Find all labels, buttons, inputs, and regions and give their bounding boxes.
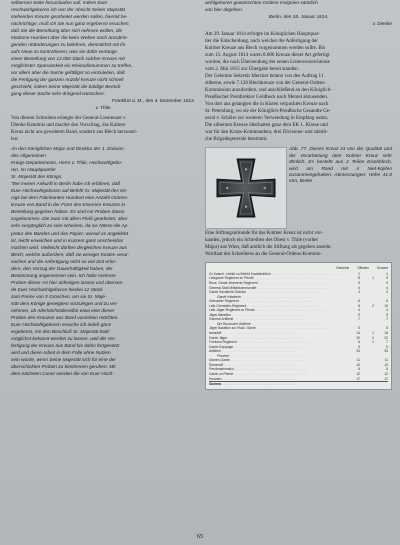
row-value: 6 xyxy=(386,299,388,304)
row-value: 9 xyxy=(358,312,360,317)
row-value: 14 xyxy=(356,331,360,336)
text-line: geschieht, indem Seine Majestät die baldige Beendi- xyxy=(11,85,122,91)
text-line: Der Geheime Sekretär Mercker belann von den Auftrag 11 xyxy=(205,73,324,80)
row-label: Garde zu Pferde . . . xyxy=(209,372,346,377)
text-line: fertigung der Kreuze aus Band bis dahin fortgesetzt xyxy=(11,343,120,349)
text-line: Von dort aus gelangten die in Kisten verpackten Kreuze nach xyxy=(205,101,329,108)
left-letter-head xyxy=(11,146,195,181)
right-body-text-2 xyxy=(205,230,392,258)
row-value: 1 xyxy=(358,271,360,276)
text-line: vom 2. Mai 1815 zur Übergabe bereit standen. xyxy=(205,66,299,73)
text-line: kreuze von Band in der Form des Eisernen Kreuzes in xyxy=(11,203,126,209)
row-value: 10 xyxy=(356,362,360,367)
row-value: 12 xyxy=(356,371,360,376)
figure-77 xyxy=(205,145,392,230)
row-label: General-Stab Militairkommandirt . . . xyxy=(209,286,346,291)
text-line: aufs Neue zu kontrahieren, was sie dafür verlange xyxy=(11,50,117,56)
row-label: Garde Kavallerie-Division . . . xyxy=(209,290,346,295)
row-value: 10 xyxy=(384,303,388,308)
row-label: Leib-Grenadier-Regiment . . . xyxy=(209,304,346,309)
column-header: Offiziere xyxy=(357,266,370,271)
text-line: daß Sie die Bemühung über sich nehmen wollen, die xyxy=(11,29,123,35)
text-line: ergebenst, mir den Beschluß Sr. Majestät bald- xyxy=(11,329,111,335)
column-header: Summe xyxy=(377,266,388,271)
row-value: 17 xyxy=(356,376,360,381)
row-value: 5 xyxy=(358,344,360,349)
left-column xyxy=(11,0,195,378)
text-line: Euer Hochwohlgeboren auf Befehl Sr. Majestät des Kö- xyxy=(11,189,128,195)
row-value: 5 xyxy=(358,281,360,286)
row-value: 11 xyxy=(384,358,388,363)
row-value: 9 xyxy=(386,276,388,281)
row-value: 8 xyxy=(358,303,360,308)
text-line: des Allgemeinen xyxy=(11,154,46,160)
row-value: 17 xyxy=(384,376,388,381)
row-value: 8 xyxy=(358,367,360,372)
row-label: Garde Infanterie . . . xyxy=(209,295,346,300)
text-line: Am 29. Januar 1814 erfolgte im Königlichen Hauptquar- xyxy=(205,31,320,38)
left-letter-text xyxy=(11,181,195,377)
text-line: Kriegs-Departements, Herrn v. Thile, Hochwohlgebo- xyxy=(11,161,123,167)
text-line: Sr. Majestät des Königs. xyxy=(11,175,63,181)
row-label: Jäger-Bataillon . . . xyxy=(209,313,346,318)
row-value: 1 xyxy=(372,340,374,345)
row-label: Leibgarde Regiment zu Pferde . . . xyxy=(209,276,346,281)
text-line: selbernen Seite herumlaufen soll. Indem Euer xyxy=(11,1,108,6)
row-label: Russ. Garde-Infanterie-Regiment . . . xyxy=(209,281,346,286)
row-value: 8 xyxy=(386,367,388,372)
text-line: pretur des Bandes und das Papier, worauf es angeklebt xyxy=(11,231,128,237)
row-value: 20 xyxy=(356,335,360,340)
row-label: General Artillerie . . . xyxy=(209,317,346,322)
right-top-quote xyxy=(205,0,392,14)
figure-caption: Abb. 77. Dieses Kreuz ist von der Qualität und der Verarbeitung dem Kulmer Kreuz sehr ähnlich. Es besteht aus 2 Teilen Eisenblech, wird am Rand mit 4 Niet-köpfen zusammengehalten. Abmessungen: Höhe 41,0 mm, Breite xyxy=(289,147,392,185)
row-value: 12 xyxy=(384,371,388,376)
column-header: Gemeine xyxy=(336,266,350,271)
text-line: einen Bestellung von 12.000 Stück solcher Kreuze mit xyxy=(11,57,125,63)
row-value: 5 xyxy=(386,326,388,331)
table-header xyxy=(209,266,388,271)
text-line: möglichster Sparsamkeit ein Kleinodinnummen zu treffen, xyxy=(11,64,133,70)
text-line: wohlgeboren gewünschten Ordens-Insignien sämtlich xyxy=(205,1,318,6)
right-body-text xyxy=(205,31,392,143)
text-line: Dienke Kenntnis und machte den Vorschlag, das Kulmer xyxy=(11,122,126,129)
row-value: 33 xyxy=(384,349,388,354)
row-value: 7 xyxy=(386,317,388,322)
text-line: nehmen, ob Allerhöchstdieselbe etwa eine dieser xyxy=(11,308,115,314)
text-line: nachrichtige, muß ich Sie nun ganz ergebenst ersuchen, xyxy=(11,22,130,28)
row-label: Ismailoff . . . xyxy=(209,331,346,336)
row-value: 15 xyxy=(384,331,388,336)
row-label: Husaren . . . xyxy=(209,377,346,382)
row-value: 8 xyxy=(358,276,360,281)
text-line: zum 13. August 1814 waren 8.000 Kreuze dieser Art gefertigt xyxy=(205,52,330,59)
row-value: 1 xyxy=(372,331,374,336)
kulm-cross-photo xyxy=(205,147,287,229)
row-label: Summa . . . xyxy=(209,382,346,387)
row-value: 2 xyxy=(372,303,374,308)
row-value: 9 xyxy=(386,312,388,317)
text-line: sein würde, wenn Seine Majestät sich für eine der xyxy=(11,357,116,363)
row-value: 6 xyxy=(358,299,360,304)
text-line: Bestimmung angemessen sein. Ich habe mehrere xyxy=(11,273,116,279)
text-line: stät dem Könige geneigtest vorzulegen und zu ver- xyxy=(11,301,119,307)
row-value: 1 xyxy=(386,271,388,276)
text-line: che Brigadegenerale bestimmt. xyxy=(205,136,268,143)
table-body xyxy=(209,272,388,387)
row-label: Zu Kaiserl. Leibkit zu Befehl Kavalleriefuhr . . . xyxy=(209,272,346,277)
text-line: Von diesem Schreiben erlangte der General-Lieutenant v. xyxy=(11,115,127,122)
text-line: Kreuz nicht aus gewebtem Band, sondern aus Blech herzustel- xyxy=(11,129,138,136)
right-dateline: Berlin, den 18. Januar 1814. xyxy=(268,15,329,21)
text-line: zugekommen. Die zwar mit allem Fleiß gearbeitet, aber xyxy=(11,217,128,223)
table-row xyxy=(209,381,388,387)
row-label: Die Russische Artillerie . . . xyxy=(209,322,346,327)
text-line: überschickten Proben zu bestimmen geruhen. Mit xyxy=(11,364,116,370)
iron-cross-icon xyxy=(210,152,282,224)
row-value: 5 xyxy=(386,281,388,286)
text-line: nigs bei dem Fabrikanten Humbert eine Anzahl Ordens- xyxy=(11,196,129,202)
right-signature: v. Dienke xyxy=(372,22,392,28)
text-line: Kommission anzufordern, und anschließend an den Königlich- xyxy=(205,87,332,94)
text-line: tier die Entscheidung, nach welcher die Anfertigung der xyxy=(205,38,318,45)
row-label: Ulanen-Garde . . . xyxy=(209,358,346,363)
text-line: Wortlaut des Schreibens an die General-Ordens-Kommis- xyxy=(205,251,322,258)
text-line: von hier abgehen. xyxy=(205,8,244,14)
row-value: 4 xyxy=(386,285,388,290)
right-column xyxy=(205,0,392,390)
text-line: Proben dieser Art hier anfertigen lassen und übersen- xyxy=(11,280,124,286)
text-line: Hochwohlgeboren ich von der Absicht Seiner Majestät xyxy=(11,8,125,14)
row-value: 2 xyxy=(372,335,374,340)
row-value: 5 xyxy=(358,326,360,331)
row-value: 7 xyxy=(358,317,360,322)
text-line: neral v. Schöler zur weiteren Verwendung in Empfang nahm. xyxy=(205,115,329,122)
row-label: Artillerie . . . xyxy=(209,349,346,354)
text-line: worden, die nach Übersendung der neuen Listenverzeichnisse xyxy=(205,59,330,66)
page-number: 65 xyxy=(196,533,204,540)
historical-document-table xyxy=(205,262,392,389)
row-value: 3 xyxy=(358,290,360,295)
text-line: Kulmer Kreuze aus Blech vorgenommen werden sollte. Bis xyxy=(205,45,326,52)
text-line: Die silbernen Kreuze überhatten ganz dem EK 1. Klasse und xyxy=(205,122,328,129)
text-line: genden Abänderungen zu belehren, demnächst mit ihr xyxy=(11,43,126,49)
row-value: 3 xyxy=(386,290,388,295)
text-line: machen wird. Vielleicht dürften dergleichen Kreuze aus xyxy=(11,245,127,251)
text-line: möglichst bekannt werden zu lassen, weil die Ver- xyxy=(11,336,117,342)
text-line: Major) aus Wien, daß amtlich die Stiftung als gegeben ansieht. xyxy=(205,244,332,251)
row-label: Leib-Jäger-Regiment zu Pferde . . . xyxy=(209,308,346,313)
row-value: 5 xyxy=(386,344,388,349)
text-line: An den Königlichen Major und Direktor der 1. Division xyxy=(11,147,124,153)
text-line: wird und diese Arbeit in dem Falle ohne Nutzen xyxy=(11,350,111,356)
text-line: Madame Humbert über die beim Weben noch anzubrin- xyxy=(11,36,129,42)
text-line: vor allem aber die Sache gefälligst so einzuleiten, daß xyxy=(11,71,125,77)
row-value: 22 xyxy=(384,335,388,340)
text-line: St. Petersburg, wo sie der Königlich-Preußische Gesandte Ge- xyxy=(205,108,331,115)
text-line: Proben den Kreuzen aus Band vorziehen möchten. xyxy=(11,315,119,321)
text-line: Euer Hochwohlgeboren ersuche ich indeß ganz xyxy=(11,322,112,328)
row-label: Finnland Regiment . . . xyxy=(209,340,346,345)
text-line: de Euer Hochwohlgeboren hierbei 12 Stück xyxy=(11,287,103,293)
text-line: Preußischer Postdirektor Goldbeck nach Memel abzusenden. xyxy=(205,94,329,101)
left-body-text xyxy=(11,115,195,143)
row-label: Garde Jäger . . . xyxy=(209,336,346,341)
row-label: Jäger Bataillon zur Russ. Garde . . . xyxy=(209,326,346,331)
row-value: 10 xyxy=(384,362,388,367)
left-top-quote xyxy=(11,0,195,98)
text-line: Eine Stiftungsurkunde für das Kulmer Kreuz ist nicht vor- xyxy=(205,230,323,237)
text-line: "Bei meiner Ankunft in Berlin habe ich erfahren, daß xyxy=(11,182,121,188)
row-value: 4 xyxy=(386,308,388,313)
row-value: 33 xyxy=(356,349,360,354)
text-line: handen, jedoch ein Schreiben des Obest v. Thile (vorher xyxy=(205,237,319,244)
left-dateline: Frankfurt a. M., den 4. Dezember 1813. xyxy=(111,99,195,105)
text-line: ren. Im Hauptquartier xyxy=(11,168,56,174)
text-line: sehr vergänglich zu sein scheinen, da sie Nässe die Ap- xyxy=(11,224,129,230)
text-line: silberne, sowie 7.120 Blechkreuze von der General-Ordens- xyxy=(205,80,327,87)
row-value: 7 xyxy=(386,340,388,345)
text-line: dern, den Vorzug der Dauerhaftigkeit haben, der xyxy=(11,266,113,272)
row-label: Pioniere . . . xyxy=(209,354,346,359)
row-label: Preobrashenskoi . . . xyxy=(209,367,346,372)
text-line: gung dieser Sache sehr dringend wünschen. xyxy=(11,92,106,98)
row-value: 11 xyxy=(356,358,360,363)
text-line: Bestellung gegeben haben. Es sind mir Proben davon xyxy=(11,210,125,216)
text-line: war für den Korps-Kommandeur, drei Divisions- und sämtli- xyxy=(205,129,328,136)
text-line: dem nächsten Curier werden die von Euer Hoch- xyxy=(11,371,114,377)
text-line: len: xyxy=(11,136,19,143)
text-line: ist, leicht erweichen und in Kurzem ganz unscheinbar xyxy=(11,238,124,244)
row-value: 1 xyxy=(372,276,374,281)
row-value: 6 xyxy=(358,340,360,345)
text-line: die Fertigung der ganzen Anzahl Kreuze nicht schnell xyxy=(11,78,124,84)
left-signature: v. Thile xyxy=(95,106,111,112)
row-value: 4 xyxy=(358,308,360,313)
text-line: sachen und die Anfertigung nicht so viel Zeit erfor- xyxy=(11,259,117,265)
row-label: Grenadier Regiment . . . xyxy=(209,299,346,304)
text-line: Blech, welche außerdem, daß sie weniger Kosten verur- xyxy=(11,252,130,258)
text-line: stehenden Kreuze gearbeitet werden sollen, hiermit be- xyxy=(11,15,128,21)
row-label: Garde-Equipage . . . xyxy=(209,345,346,350)
text-line: zum Preise von 3 Groschen, um sie Sr. Maje- xyxy=(11,294,107,300)
row-value: 4 xyxy=(358,285,360,290)
row-label: Semenoff . . . xyxy=(209,363,346,368)
